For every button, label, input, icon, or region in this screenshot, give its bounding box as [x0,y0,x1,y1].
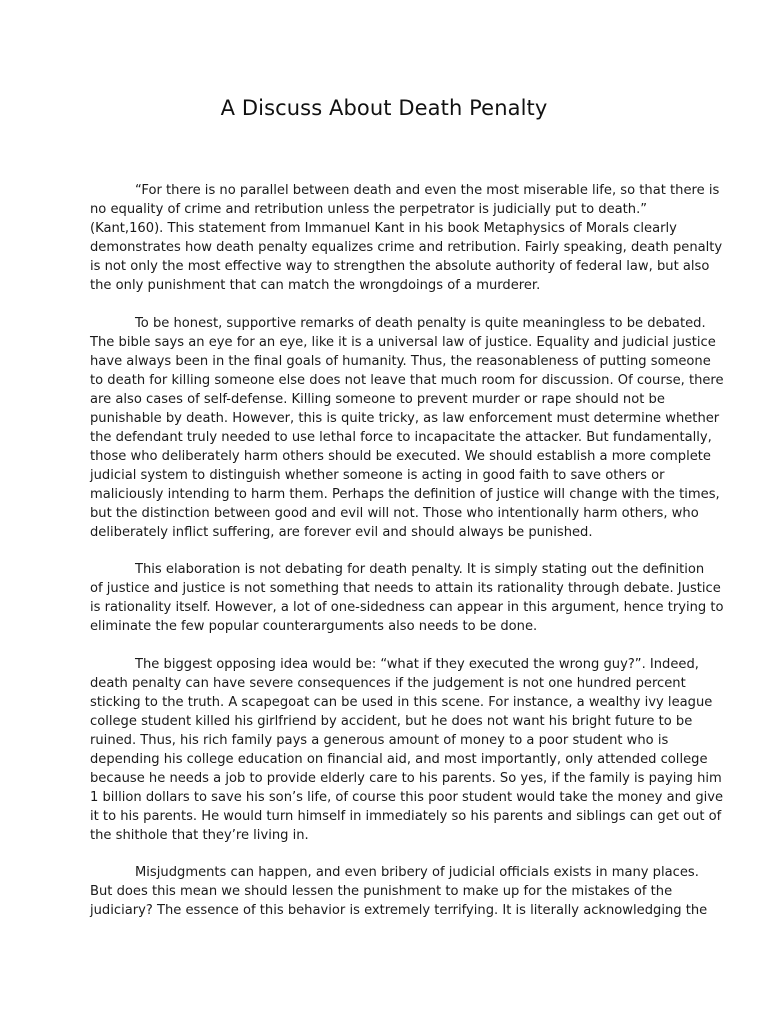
paragraph-2 [90,314,724,542]
text-line: the only punishment that can match the wrongdoings of a murderer. [90,278,541,293]
text-line: the shithole that they’re living in. [90,827,309,843]
text-line: 1 billion dollars to save his son’s life, of course this poor student would take the money and give [90,789,724,805]
text-line: have always been in the final goals of humanity. Thus, the reasonableness of putting someone [90,353,711,369]
text-line: demonstrates how death penalty equalizes crime and retribution. Fairly speaking, death penalty [90,240,723,255]
text-line: are also cases of self-defense. Killing someone to prevent murder or rape should not be [90,391,665,407]
text-line: judicial system to distinguish whether someone is acting in good faith to save others or [90,467,665,483]
paragraph-3 [90,560,724,636]
text-line: deliberately inflict suffering, are forever evil and should always be punished. [90,524,593,540]
text-line: Misjudgments can happen, and even bribery of judicial officials exists in many places. [135,865,699,881]
text-line: death penalty can have severe consequences if the judgement is not one hundred percent [90,675,686,691]
text-line: the defendant truly needed to use lethal force to incapacitate the attacker. But fundamentally, [90,429,712,445]
text-line: ruined. Thus, his rich family pays a generous amount of money to a poor student who is [90,732,669,748]
text-line: those who deliberately harm others should be executed. We should establish a more complete [90,448,711,464]
text-line: but the distinction between good and evil will not. Those who intentionally harm others, who [90,505,699,521]
text-line: college student killed his girlfriend by accident, but he does not want his bright future to be [90,713,693,729]
text-line: eliminate the few popular counterarguments also needs to be done. [90,619,538,635]
text-line: sticking to the truth. A scapegoat can be used in this scene. For instance, a wealthy ivy league [90,694,713,710]
text-line: depending his college education on financial aid, and most importantly, only attended college [90,751,708,767]
text-line: (Kant,160). This statement from Immanuel Kant in his book Metaphysics of Morals clearly [90,221,677,236]
text-line: maliciously intending to harm them. Perhaps the definition of justice will change with the times, [90,486,720,502]
text-line: The bible says an eye for an eye, like it is a universal law of justice. Equality and judicial justice [90,334,716,350]
paragraph-4 [90,655,724,845]
paragraph-1 [90,181,723,295]
text-line: This elaboration is not debating for death penalty. It is simply stating out the definition [135,562,705,578]
text-line: punishable by death. However, this is quite tricky, as law enforcement must determine whether [90,410,720,426]
text-line: To be honest, supportive remarks of death penalty is quite meaningless to be debated. [135,315,706,331]
paragraph-5 [90,863,708,920]
document-body [90,181,724,939]
text-line: no equality of crime and retribution unless the perpetrator is judicially put to death.” [90,202,648,217]
text-line: of justice and justice is not something that needs to attain its rationality through debate. Justice [90,581,721,597]
text-line: to death for killing someone else does not leave that much room for discussion. Of course, there [90,372,724,388]
text-line: because he needs a job to provide elderly care to his parents. So yes, if the family is paying him [90,770,722,786]
text-line: judiciary? The essence of this behavior is extremely terrifying. It is literally acknowledging the [90,903,708,919]
text-line: But does this mean we should lessen the punishment to make up for the mistakes of the [90,884,673,900]
text-line: is rationality itself. However, a lot of one-sidedness can appear in this argument, hence trying to [90,600,724,616]
text-line: “For there is no parallel between death and even the most miserable life, so that there is [135,183,720,198]
text-line: it to his parents. He would turn himself in immediately so his parents and siblings can get out of [90,808,722,824]
text-line: The biggest opposing idea would be: “what if they executed the wrong guy?”. Indeed, [135,656,699,672]
text-line: is not only the most effective way to strengthen the absolute authority of federal law, but also [90,259,710,274]
document-title: A Discuss About Death Penalty [220,96,548,120]
